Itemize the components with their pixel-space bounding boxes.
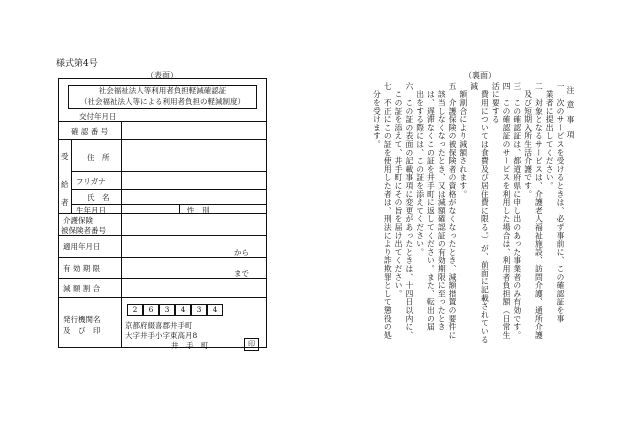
note-line-12: 出をする際には、この証を添えてください。 bbox=[415, 82, 425, 257]
furigana-label: フリガナ bbox=[76, 177, 106, 186]
note-line-6: 四 この確認証のサービスを利用した場合は、利用者負担額（日常生活に要する bbox=[491, 82, 512, 340]
recipient-char-1: 受 bbox=[61, 152, 69, 161]
code-digit-1: 2 bbox=[127, 304, 143, 316]
code-digit-6: 4 bbox=[207, 304, 223, 316]
note-line-14: この証を添えて、井手町にその旨を届け出てください。 bbox=[394, 82, 404, 298]
issuer-address-2: 大字井手小字東高月8 bbox=[125, 331, 198, 340]
note-line-16: 分を受けます。 bbox=[372, 82, 382, 149]
code-digit-4: 4 bbox=[175, 304, 191, 316]
from-suffix: から bbox=[234, 248, 249, 257]
recipient-char-2: 給 bbox=[61, 180, 69, 189]
back-side-label: （裏面） bbox=[464, 71, 496, 80]
note-line-2: 業者に提出してください。 bbox=[545, 82, 555, 190]
back-heading: 注意事項 bbox=[566, 86, 575, 146]
issuer-label-2: 及 び 印 bbox=[63, 326, 101, 335]
code-digit-2: 6 bbox=[143, 304, 159, 316]
issuer-address-1: 京都府綴喜郡井手町 bbox=[125, 321, 193, 330]
note-line-15: 七 不正にこの証を使用した者は、刑法により詐欺罪として懲役の処 bbox=[383, 82, 393, 340]
note-line-5: 三 この確認証は、都道府県に申し出のあった事業者のみ有効です。 bbox=[512, 82, 522, 340]
code-digit-5: 3 bbox=[191, 304, 207, 316]
front-side-label: （表面） bbox=[146, 71, 178, 80]
card-title: 社会福祉法人等利用者負担軽減確認証 bbox=[98, 86, 227, 95]
official-seal-box: 印 bbox=[244, 338, 259, 351]
front-card bbox=[58, 78, 267, 348]
issuer-label-1: 発行機関名 bbox=[63, 315, 101, 324]
code-digit-3: 3 bbox=[159, 304, 175, 316]
until-suffix: まで bbox=[234, 269, 249, 278]
insured-label-1: 介護保険 bbox=[63, 216, 93, 225]
note-line-1: 一 次のサービスを受けるときは、必ず事前に、この確認証を事 bbox=[556, 82, 565, 323]
note-line-10: 該当しなくなったとき、又は減額確認証の有効期限に至ったとき bbox=[437, 82, 447, 331]
card-subtitle: （社会福祉法人等による利用者負担の軽減制度） bbox=[80, 96, 245, 106]
note-line-13: 六 この証の表面の記載事項に変更があったときは、十四日以内に、 bbox=[404, 82, 414, 340]
reduction-rate-label: 減 額 割 合 bbox=[63, 284, 101, 293]
issue-date-label: 交付年月日 bbox=[79, 112, 117, 121]
address-label: 住 所 bbox=[87, 153, 110, 162]
note-line-11: は、遅滞なくこの証を井手町に返してください。また、転出の届 bbox=[426, 82, 436, 331]
validity-label: 有 効 期 限 bbox=[63, 264, 101, 273]
birthdate-label: 生年月日 bbox=[76, 206, 106, 215]
note-line-3: 二 対象となるサービスは、介護老人福祉施設、訪問介護、通所介護 bbox=[534, 82, 544, 340]
note-line-8: 額割合により減額されます。 bbox=[458, 82, 468, 199]
issuer-name: 井 手 町 bbox=[171, 341, 209, 350]
note-line-9: 五 介護保険の被保険者の資格がなくなったとき、減額措置の要件に bbox=[448, 82, 458, 340]
start-date-label: 適用年月日 bbox=[63, 242, 101, 251]
recipient-char-3: 者 bbox=[61, 198, 69, 207]
gender-label: 性 別 bbox=[187, 206, 210, 215]
card-title-box bbox=[68, 85, 257, 109]
form-number: 様式第4号 bbox=[56, 59, 98, 69]
confirmation-number-label: 確 認 番 号 bbox=[71, 127, 109, 136]
back-notes bbox=[372, 82, 576, 344]
insured-label-2: 被保険者番号 bbox=[61, 226, 106, 235]
note-line-4: 及び短期入所生活介護です。 bbox=[523, 82, 533, 199]
note-line-7: 費用については食費及び居住費に限る。）が、前面に記載されている減 bbox=[469, 82, 490, 344]
name-label: 氏 名 bbox=[87, 193, 110, 202]
